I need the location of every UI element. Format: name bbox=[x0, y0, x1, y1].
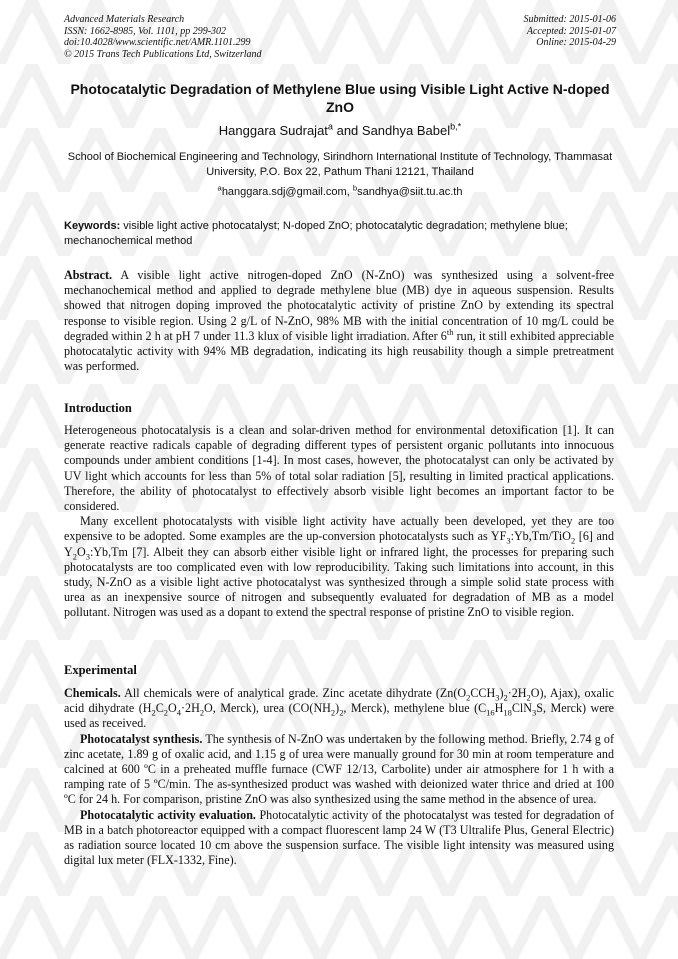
online-date: Online: 2015-04-29 bbox=[536, 37, 616, 48]
keywords bbox=[64, 219, 616, 249]
intro-p2-text-e: :Yb,Tm [7]. Albeit they can absorb either visible light or infrared light, the processes for preparing such photocatalysts are too complicated even with low reproducibility. Taking such limitations into account, in this study, N-ZnO as a visible light active photocatalyst was synthesized through a simple solid state process with urea as an inexpensive source of nitrogen and subsequently evaluated for degradation of MB as a model pollutant. Nitrogen was used as a dopant to extend the spectral response of pristine ZnO to visible region. bbox=[64, 544, 614, 620]
chem-text: ClN bbox=[511, 701, 533, 716]
abstract-text-2: run, it still exhibited appreciable photocatalytic activity with 94% MB degradation, indicating its high reusability though a simple pretreatment was performed. bbox=[64, 328, 615, 374]
intro-p2-sub: 2 bbox=[570, 535, 576, 546]
chem-sub: 3 bbox=[532, 707, 537, 718]
author-and: and bbox=[332, 123, 362, 138]
experimental-heading: Experimental bbox=[64, 663, 137, 677]
chem-text: ) bbox=[335, 701, 340, 716]
email-b: sandhya@siit.tu.ac.th bbox=[357, 186, 463, 198]
intro-paragraph-1: Heterogeneous photocatalysis is a clean and solar-driven method for environmental detoxification [1]. It can generate reactive radicals capable of degrading different types of persistent organic pollutants into innocuous compounds under ambient conditions [1-4]. In most cases, however, the photocatalyst can only be activated by UV light which accounts for less than 5% of total solar radiation [5], resulting in limited practical applications. Therefore, the ability of photocatalyst to effectively absorb visible light becomes an important factor to be considered. bbox=[64, 423, 614, 514]
chem-text: CCH bbox=[470, 686, 496, 700]
chem-text: H bbox=[494, 701, 504, 716]
keywords-text: visible light active photocatalyst; N-doped ZnO; photocatalytic degradation; methylene blue; mechanochemical method bbox=[64, 220, 568, 247]
introduction-heading: Introduction bbox=[64, 401, 132, 415]
abstract-label: Abstract. bbox=[64, 268, 113, 282]
email-line bbox=[64, 185, 616, 199]
abstract-sup: th bbox=[446, 326, 454, 337]
chem-text: O bbox=[168, 701, 177, 716]
chem-sub: 2 bbox=[163, 707, 169, 718]
dates-header bbox=[524, 14, 617, 49]
chem-sub: 2 bbox=[466, 692, 471, 703]
copyright-line: © 2015 Trans Tech Publications Ltd, Switzerland bbox=[64, 48, 262, 60]
chem-sub: 2 bbox=[199, 707, 205, 718]
chem-text: ·2H bbox=[181, 701, 200, 716]
email-b-sup: b bbox=[352, 183, 358, 193]
chem-sub: 2 bbox=[339, 707, 344, 718]
intro-p2-sub: 3 bbox=[85, 551, 90, 562]
doi-line: doi:10.4028/www.scientific.net/AMR.1101.299 bbox=[64, 37, 251, 48]
intro-paragraph-2 bbox=[64, 514, 614, 620]
chem-sub: 16 bbox=[486, 707, 495, 718]
chem-text: O), Ajax), oxalic acid dihydrate (H bbox=[64, 686, 614, 716]
intro-p2-text-c: [6] and Y bbox=[64, 529, 614, 559]
chemicals-paragraph bbox=[64, 686, 614, 732]
intro-p2-text-a: Many excellent photocatalysts with visible light activity have actually been developed, yet they are too expensive to be adopted. Some examples are the up-conversion photocatalysts such as YF bbox=[64, 514, 614, 544]
chem-text: ) bbox=[499, 686, 504, 700]
email-sep: , bbox=[346, 186, 353, 198]
evaluation-text: Photocatalytic activity of the photocatalyst was tested for degradation of MB in a batch photoreactor equipped with a compact fluorescent lamp 24 W (T3 Ultralife Plus, General Electric) as radiation source located 10 cm above the suspension surface. The visible light intensity was measured using digital lux meter (FLX-1332, Fine). bbox=[64, 807, 614, 868]
chem-sub: 2 bbox=[503, 692, 508, 703]
chem-sub: 4 bbox=[176, 707, 181, 718]
chem-text: O, Merck), urea (CO(NH bbox=[204, 701, 331, 716]
intro-p2-sub: 2 bbox=[72, 551, 77, 562]
chem-text: S, Merck) were used as received. bbox=[64, 701, 614, 731]
keywords-label: Keywords: bbox=[64, 220, 121, 232]
evaluation-paragraph bbox=[64, 808, 614, 869]
experimental-body bbox=[64, 686, 614, 868]
intro-p2-text-d: O bbox=[76, 544, 86, 559]
intro-p2-sub: 3 bbox=[506, 535, 511, 546]
abstract bbox=[64, 268, 614, 374]
introduction-body bbox=[64, 423, 614, 621]
chem-sub: 2 bbox=[151, 707, 156, 718]
chem-text: All chemicals were of analytical grade. Zinc acetate dihydrate (Zn(O bbox=[120, 686, 467, 700]
author-line bbox=[64, 123, 616, 139]
chem-text: ·2H bbox=[507, 686, 527, 700]
journal-name: Advanced Materials Research bbox=[64, 14, 185, 25]
chem-sub: 2 bbox=[330, 707, 336, 718]
submitted-date: Submitted: 2015-01-06 bbox=[523, 14, 616, 25]
paper-title: Photocatalytic Degradation of Methylene Blue using Visible Light Active N-doped ZnO bbox=[70, 81, 610, 115]
author-2-sup: b,* bbox=[450, 121, 462, 132]
author-1: Hanggara Sudrajat bbox=[218, 123, 328, 138]
intro-p2-text-b: :Yb,Tm/TiO bbox=[510, 529, 571, 544]
email-a: hanggara.sdj@gmail.com bbox=[221, 186, 347, 198]
synthesis-label: Photocatalyst synthesis. bbox=[80, 731, 203, 746]
synthesis-text: The synthesis of N-ZnO was undertaken by the following method. Briefly, 2.74 g of zinc acetate, 1.89 g of oxalic acid, and 1.15 g of urea were manually ground for 30 min at room temperature and calcined at 600 ºC in a preheated muffle furnace (CWF 12/13, Carbolite) under air atmosphere for 1 h with a ramping rate of 5 ºC/min. The as-synthesized product was washed with deionized water thrice and dried at 100 ºC for 24 h. For comparison, pristine ZnO was also synthesized using the same method in the absence of urea. bbox=[64, 731, 614, 807]
synthesis-paragraph bbox=[64, 732, 614, 808]
accepted-date: Accepted: 2015-01-07 bbox=[526, 25, 616, 37]
chem-sub: 18 bbox=[503, 707, 512, 718]
evaluation-label: Photocatalytic activity evaluation. bbox=[80, 807, 256, 822]
chem-text: , Merck), methylene blue (C bbox=[343, 701, 487, 716]
author-1-sup: a bbox=[327, 121, 333, 132]
abstract-text-1: A visible light active nitrogen-doped ZnO (N-ZnO) was synthesized using a solvent-free mechanochemical method and applied to degrade methylene blue (MB) dye in aqueous suspension. Results showed that nitrogen doping improved the photocatalytic activity of pristine ZnO by extending its spectral response to visible region. Using 2 g/L of N-ZnO, 98% MB with the initial concentration of 10 mg/L could be degraded within 2 h at pH 7 under 11.3 klux of visible light irradiation. After 6 bbox=[64, 268, 614, 343]
chem-sub: 3 bbox=[495, 692, 500, 703]
affiliation: School of Biochemical Engineering and Technology, Sirindhorn International Institute of Technology, Thammasat University, P.O. Box 22, Pathum Thani 12121, Thailand bbox=[67, 151, 613, 178]
chem-text: C bbox=[155, 701, 164, 716]
issn-line: ISSN: 1662-8985, Vol. 1101, pp 299-302 bbox=[64, 25, 227, 37]
email-a-sup: a bbox=[217, 183, 222, 193]
chemicals-label: Chemicals. bbox=[64, 686, 121, 700]
journal-header bbox=[64, 14, 262, 60]
chem-sub: 2 bbox=[526, 692, 531, 703]
author-2: Sandhya Babel bbox=[361, 123, 451, 138]
